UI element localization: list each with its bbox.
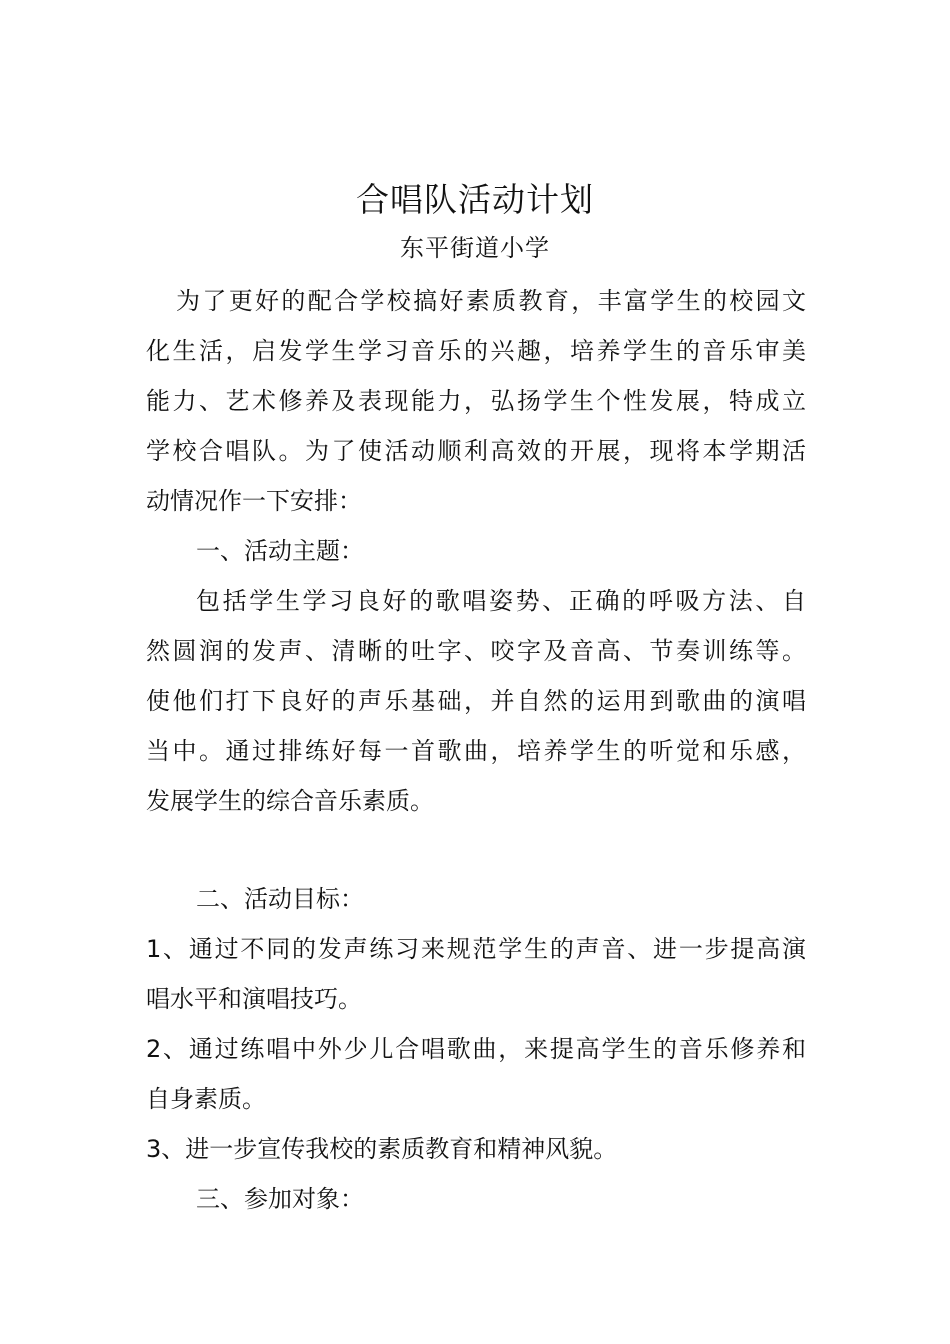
goal-line: 1、通过不同的发声练习来规范学生的声音、进一步提高演 — [146, 935, 806, 963]
intro-paragraph — [146, 276, 806, 526]
goal-line: 唱水平和演唱技巧。 — [146, 985, 362, 1013]
section1-line: 发展学生的综合音乐素质。 — [146, 787, 434, 815]
section1-line: 包括学生学习良好的歌唱姿势、正确的呼吸方法、自 — [196, 587, 806, 615]
section1-line: 使他们打下良好的声乐基础，并自然的运用到歌曲的演唱 — [146, 687, 806, 715]
school-name: 东平街道小学 — [400, 234, 550, 262]
intro-line: 动情况作一下安排： — [146, 487, 362, 515]
section2 — [146, 874, 806, 1224]
goal-line: 2、通过练唱中外少儿合唱歌曲，来提高学生的音乐修养和 — [146, 1035, 806, 1063]
intro-line: 学校合唱队。为了使活动顺利高效的开展，现将本学期活 — [146, 437, 806, 465]
section1-line: 然圆润的发声、清晰的吐字、咬字及音高、节奏训练等。 — [146, 637, 806, 665]
section3-heading: 三、参加对象： — [196, 1185, 364, 1213]
section1-heading: 一、活动主题： — [196, 537, 364, 565]
section2-heading: 二、活动目标： — [196, 885, 364, 913]
section1 — [146, 526, 806, 826]
intro-line: 为了更好的配合学校搞好素质教育，丰富学生的校园文 — [176, 287, 806, 315]
goal-line: 自身素质。 — [146, 1085, 266, 1113]
goal-line: 3、进一步宣传我校的素质教育和精神风貌。 — [146, 1135, 618, 1163]
intro-line: 化生活，启发学生学习音乐的兴趣，培养学生的音乐审美 — [146, 337, 806, 365]
document-title: 合唱队活动计划 — [356, 180, 594, 219]
intro-line: 能力、艺术修养及表现能力，弘扬学生个性发展，特成立 — [146, 387, 806, 415]
section1-line: 当中。通过排练好每一首歌曲，培养学生的听觉和乐感， — [146, 737, 806, 765]
